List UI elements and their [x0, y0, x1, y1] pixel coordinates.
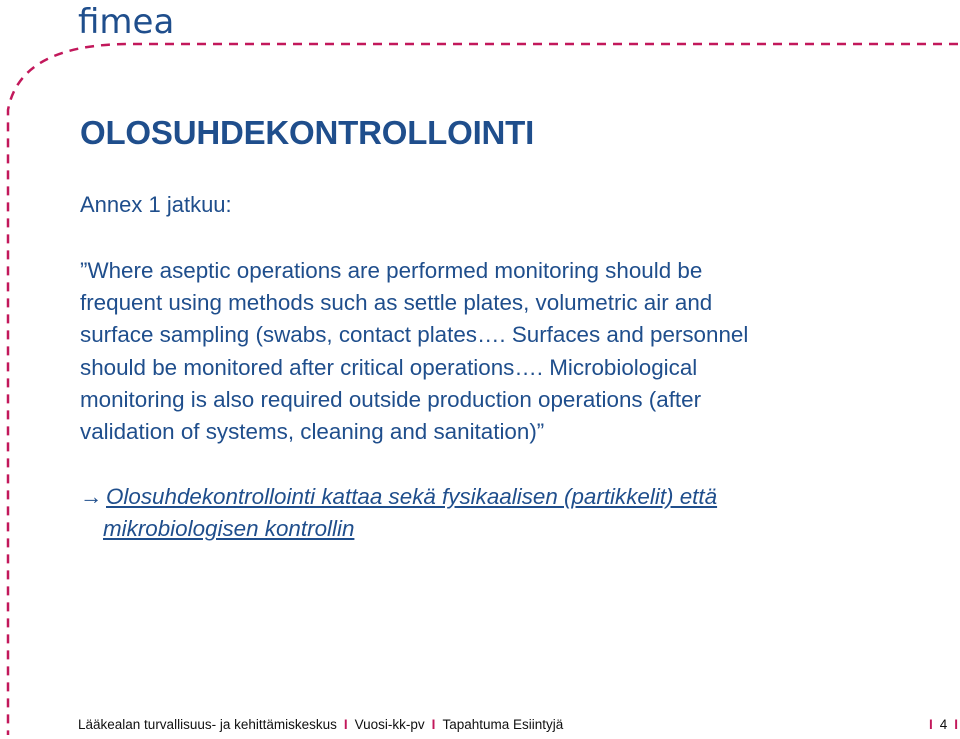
annex-quote: ”Where aseptic operations are performed monitoring should be frequent using methods such as settle plates, volumetric air and surface sampling (swabs, contact plates…. Surfaces and personnel should be monitored after critical operations…. Microbiological monitoring is also required outside production operations (after validation of systems, cleaning and sanitation)” [80, 258, 749, 445]
conclusion-statement [80, 481, 870, 545]
fimea-logo: fimea [78, 2, 175, 42]
page-title: OLOSUHDEKONTROLLOINTI [80, 114, 535, 151]
right-arrow-icon: → [80, 484, 103, 509]
footer [78, 717, 958, 732]
footer-separator: I [928, 717, 933, 732]
conclusion-line-2: mikrobiologisen kontrollin [103, 516, 355, 541]
page-number-group [922, 717, 958, 732]
page-number: 4 [939, 717, 948, 732]
footer-separator: I [431, 717, 436, 732]
footer-date: Vuosi-kk-pv [354, 717, 425, 732]
footer-separator: I [343, 717, 348, 732]
footer-separator: I [954, 717, 958, 732]
subtitle: Annex 1 jatkuu: [80, 192, 232, 217]
footer-organization: Lääkealan turvallisuus- ja kehittämiskeskus [78, 717, 337, 732]
footer-event: Tapahtuma Esiintyjä [442, 717, 564, 732]
conclusion-line-1: Olosuhdekontrollointi kattaa sekä fysikaalisen (partikkelit) että [106, 484, 718, 509]
